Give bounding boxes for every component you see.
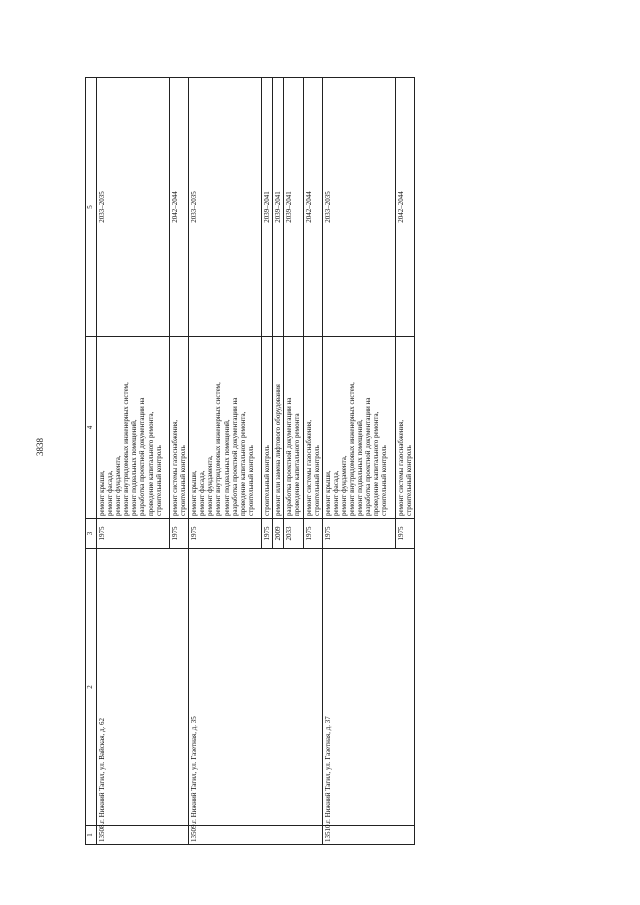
work-item: ремонт подвальных помещений, (222, 419, 231, 516)
work-item: строительный контроль (263, 445, 272, 516)
works-cell (284, 337, 303, 519)
work-item: ремонт фасада, (106, 470, 115, 516)
work-item: строительный контроль (404, 445, 413, 516)
work-item: ремонт внутридомовых инженерных систем, (348, 382, 357, 516)
table-row (189, 78, 262, 845)
year-cell: 1975 (395, 519, 414, 549)
page-number-text: 3838 (35, 438, 45, 456)
work-item: ремонт или замена лифтового оборудования (274, 384, 283, 516)
work-item: проведение капитального ремонта, (238, 411, 247, 516)
year-cell: 1975 (189, 519, 262, 549)
work-item: ремонт внутридомовых инженерных систем, (122, 382, 131, 516)
repair-schedule-table (85, 77, 415, 845)
works-cell (273, 337, 284, 519)
work-item: ремонт системы газоснабжения, (171, 419, 179, 516)
work-item: ремонт крыши, (98, 470, 106, 516)
work-item: ремонт фундамента, (339, 455, 348, 516)
table-row (97, 78, 170, 845)
address-cell: г. Нижний Тагил, ул. Вайская, д. 62 (97, 549, 189, 826)
work-item: ремонт крыши, (190, 470, 199, 516)
work-item: ремонт фасада, (331, 470, 340, 516)
year-cell: 1975 (97, 519, 170, 549)
header-col-2: 2 (86, 549, 97, 826)
work-item: разработка проектной документации на (364, 397, 373, 516)
work-item: ремонт подвальных помещений, (356, 419, 365, 516)
header-col-3: 3 (86, 519, 97, 549)
repair-schedule-table-wrap (85, 78, 518, 845)
works-cell (303, 337, 322, 519)
work-item: разработка проектной документации на (138, 397, 147, 516)
address-cell: г. Нижний Тагил, ул. Газетная, д. 35 (189, 549, 323, 826)
work-item: ремонт системы газоснабжения, (304, 419, 313, 516)
works-cell (395, 337, 414, 519)
period-cell: 2042–2044 (170, 78, 189, 337)
header-col-1: 1 (86, 826, 97, 845)
period-cell: 2042–2044 (395, 78, 414, 337)
row-number: 13509. (189, 826, 323, 845)
work-item: ремонт крыши, (323, 470, 332, 516)
works-cell (262, 337, 273, 519)
work-item: ремонт подвальных помещений, (130, 419, 139, 516)
address-cell: г. Нижний Тагил, ул. Газетная, д. 37 (322, 549, 414, 826)
period-cell: 2039–2041 (284, 78, 303, 337)
work-item: ремонт фундамента, (114, 455, 123, 516)
works-cell (170, 337, 189, 519)
table-row (322, 78, 395, 845)
table-body (97, 78, 415, 845)
period-cell: 2039–2041 (262, 78, 273, 337)
year-cell: 1975 (303, 519, 322, 549)
period-cell: 2033–2035 (97, 78, 170, 337)
period-cell: 2033–2035 (322, 78, 395, 337)
header-row (86, 78, 97, 845)
row-number: 13508. (97, 826, 189, 845)
work-item: ремонт системы газоснабжения, (396, 419, 405, 516)
works-cell (189, 337, 262, 519)
work-item: разработка проектной документации на (285, 397, 294, 516)
work-item: проведение капитального ремонта, (146, 411, 155, 516)
year-cell: 1975 (262, 519, 273, 549)
year-cell: 1975 (170, 519, 189, 549)
header-col-5: 5 (86, 78, 97, 337)
period-cell: 2033–2035 (189, 78, 262, 337)
period-cell: 2042–2044 (303, 78, 322, 337)
year-cell: 2033 (284, 519, 303, 549)
work-item: ремонт внутридомовых инженерных систем, (214, 382, 223, 516)
work-item: строительный контроль (312, 445, 321, 516)
period-cell: 2039–2041 (273, 78, 284, 337)
works-cell (97, 337, 170, 519)
work-item: ремонт фасада, (198, 470, 207, 516)
work-item: строительный контроль (380, 445, 389, 516)
year-cell: 1975 (322, 519, 395, 549)
work-item: проведение капитального ремонта (293, 413, 302, 516)
row-number: 13510. (322, 826, 414, 845)
work-item: строительный контроль (154, 445, 163, 516)
year-cell: 2009 (273, 519, 284, 549)
header-col-4: 4 (86, 337, 97, 519)
work-item: проведение капитального ремонта, (372, 411, 381, 516)
work-item: ремонт фундамента, (206, 455, 215, 516)
work-item: разработка проектной документации на (230, 397, 239, 516)
work-item: строительный контроль (179, 445, 188, 516)
works-cell (322, 337, 395, 519)
work-item: строительный контроль (246, 445, 255, 516)
